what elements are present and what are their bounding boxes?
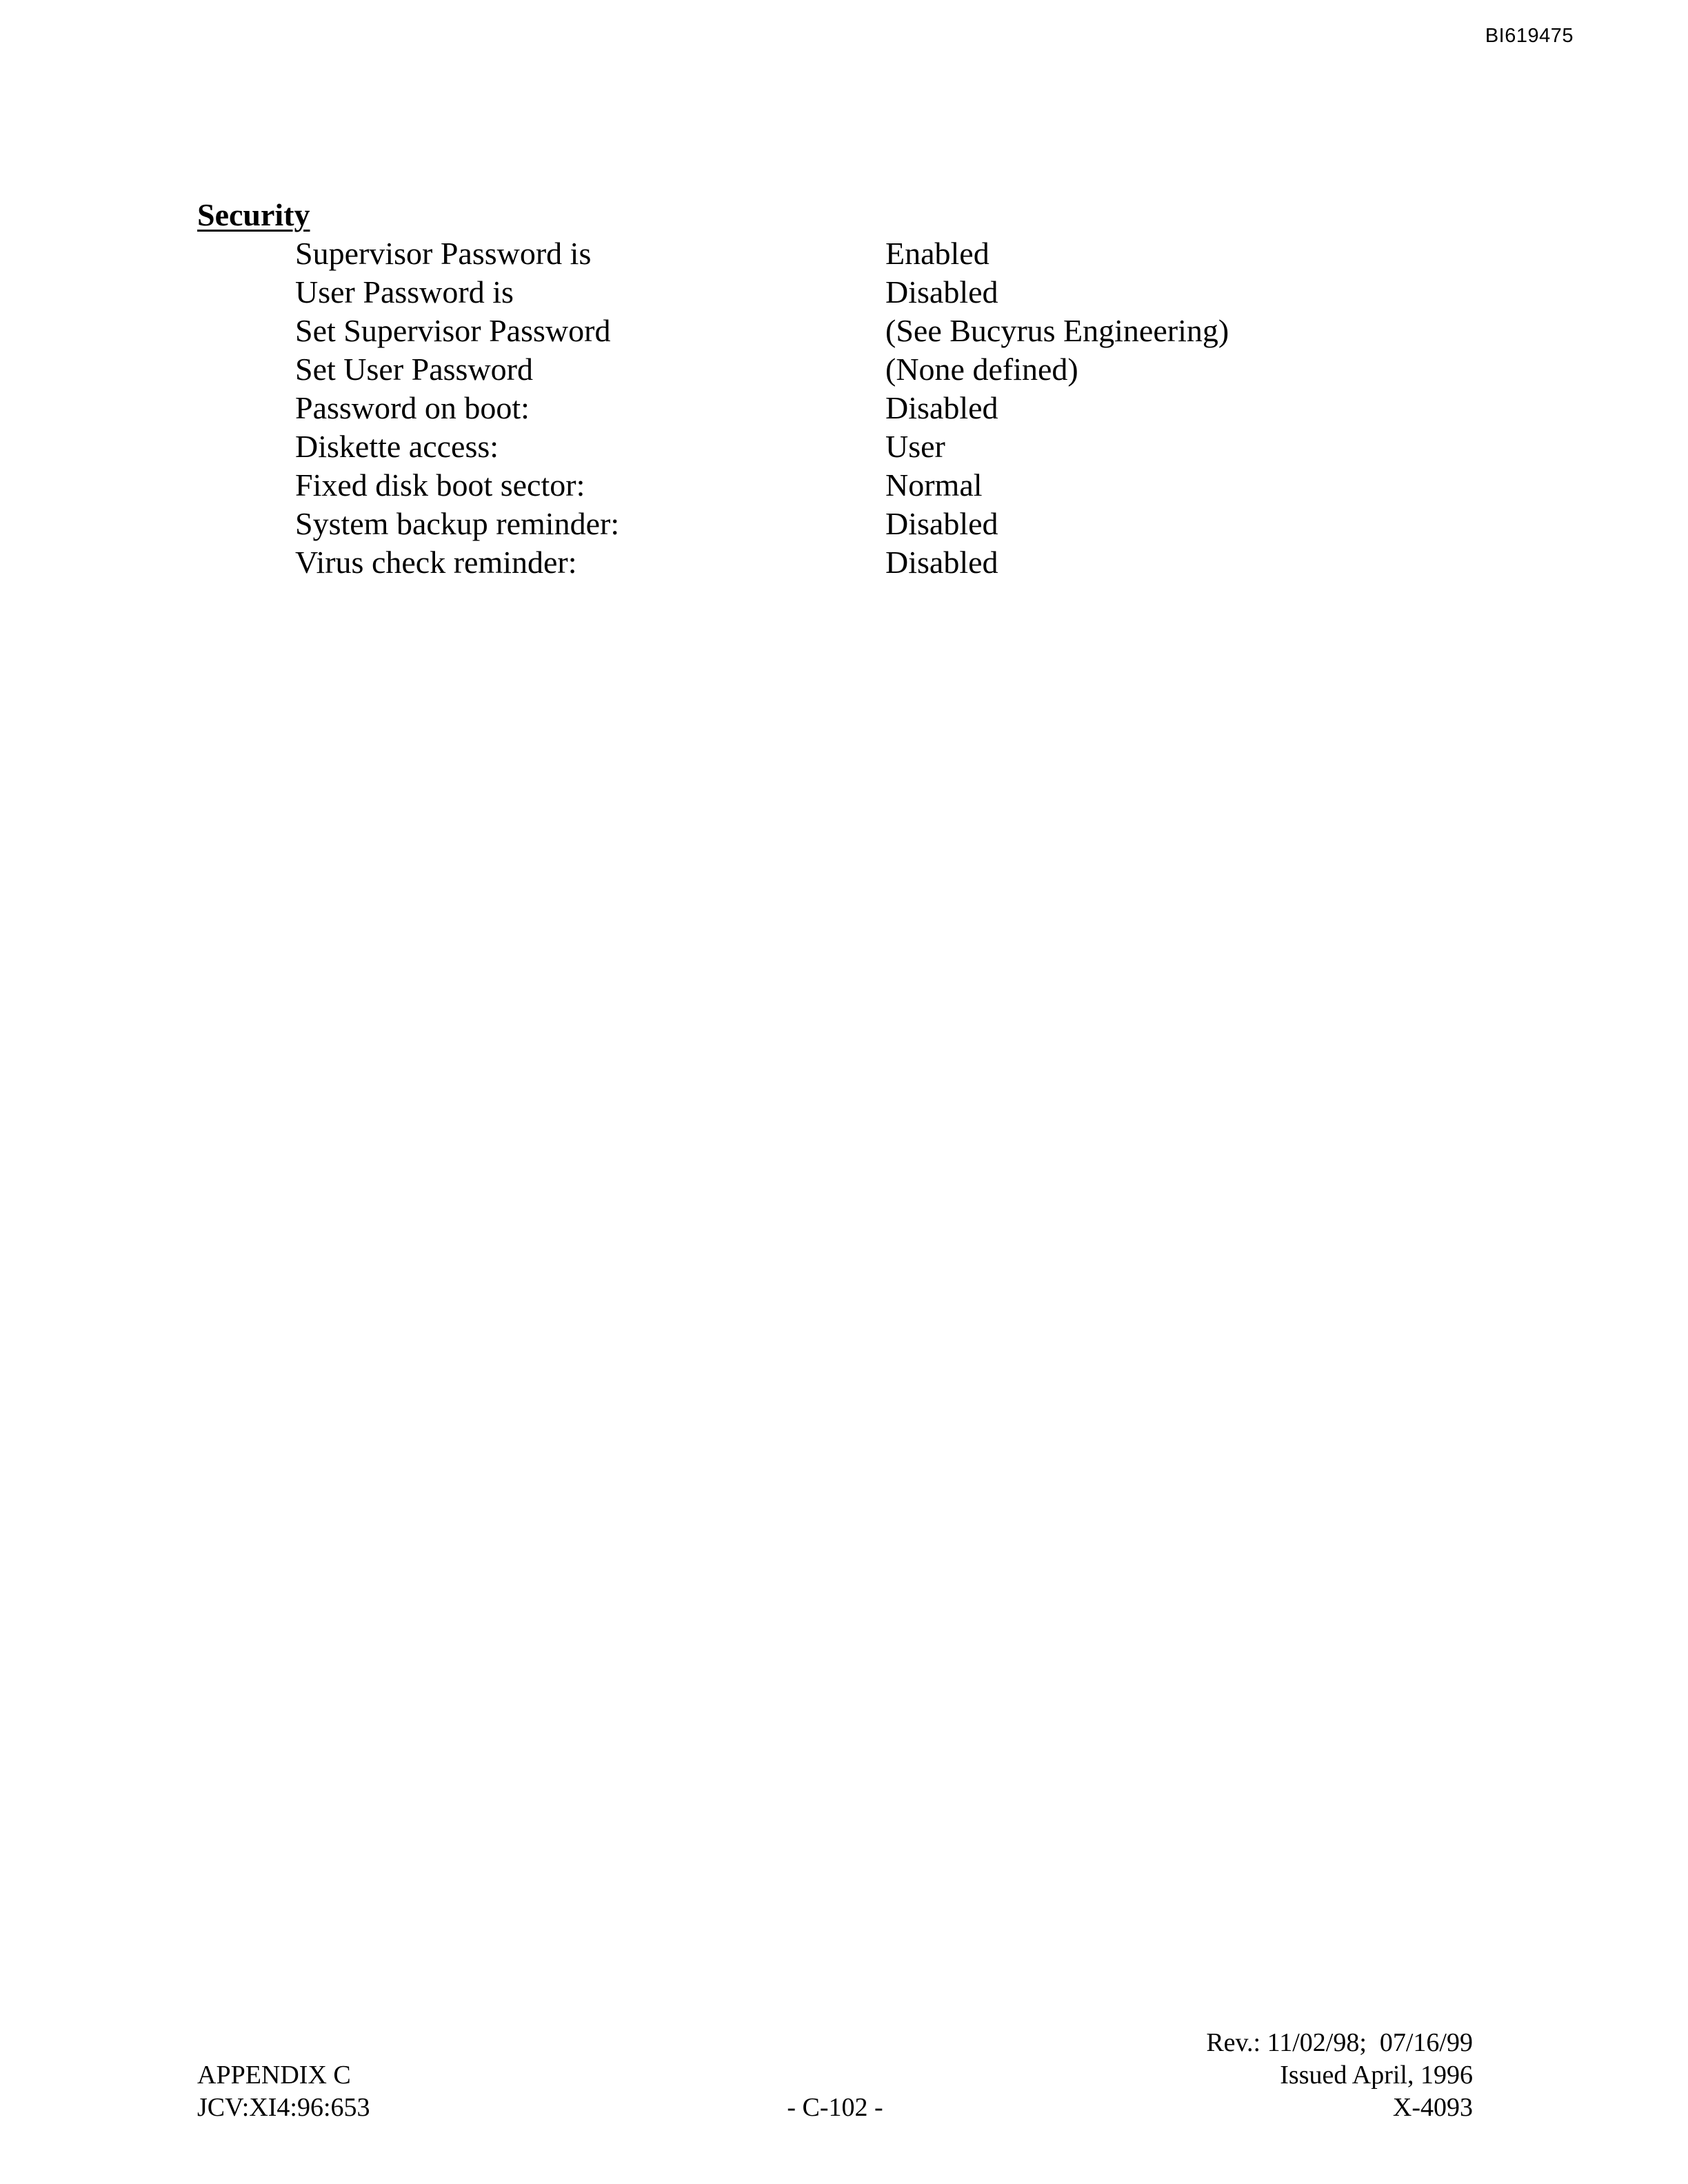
settings-row bbox=[197, 234, 1229, 273]
settings-row bbox=[197, 427, 1229, 466]
settings-row bbox=[197, 389, 1229, 427]
reference-code: JCV:XI4:96:653 bbox=[197, 2093, 370, 2122]
settings-row bbox=[197, 543, 1229, 582]
setting-value: (See Bucyrus Engineering) bbox=[885, 313, 1229, 348]
setting-value: Enabled bbox=[885, 236, 989, 271]
setting-value: Disabled bbox=[885, 390, 998, 425]
page-number: - C-102 - bbox=[787, 2093, 883, 2122]
setting-value: Disabled bbox=[885, 274, 998, 310]
setting-label: System backup reminder: bbox=[295, 506, 620, 541]
setting-label: Set Supervisor Password bbox=[295, 313, 611, 348]
setting-value: (None defined) bbox=[885, 352, 1078, 387]
appendix-label: APPENDIX C bbox=[197, 2061, 351, 2090]
document-id: BI619475 bbox=[1485, 25, 1574, 47]
settings-list bbox=[197, 234, 1229, 582]
settings-row bbox=[197, 273, 1229, 312]
settings-row bbox=[197, 466, 1229, 505]
setting-label: Set User Password bbox=[295, 352, 533, 387]
section-title: Security bbox=[197, 197, 310, 232]
setting-label: Supervisor Password is bbox=[295, 236, 592, 271]
issued-text: Issued April, 1996 bbox=[1280, 2061, 1473, 2090]
setting-label: Diskette access: bbox=[295, 429, 499, 464]
doc-number: X-4093 bbox=[1392, 2093, 1473, 2122]
security-section bbox=[197, 196, 1229, 582]
revision-text: Rev.: 11/02/98; 07/16/99 bbox=[1206, 2028, 1473, 2057]
setting-value: Normal bbox=[885, 467, 983, 503]
setting-label: Fixed disk boot sector: bbox=[295, 467, 585, 503]
settings-row bbox=[197, 350, 1229, 389]
setting-value: User bbox=[885, 429, 945, 464]
settings-row bbox=[197, 312, 1229, 350]
setting-label: User Password is bbox=[295, 274, 514, 310]
settings-row bbox=[197, 505, 1229, 543]
setting-value: Disabled bbox=[885, 545, 998, 580]
setting-label: Password on boot: bbox=[295, 390, 530, 425]
setting-label: Virus check reminder: bbox=[295, 545, 577, 580]
setting-value: Disabled bbox=[885, 506, 998, 541]
